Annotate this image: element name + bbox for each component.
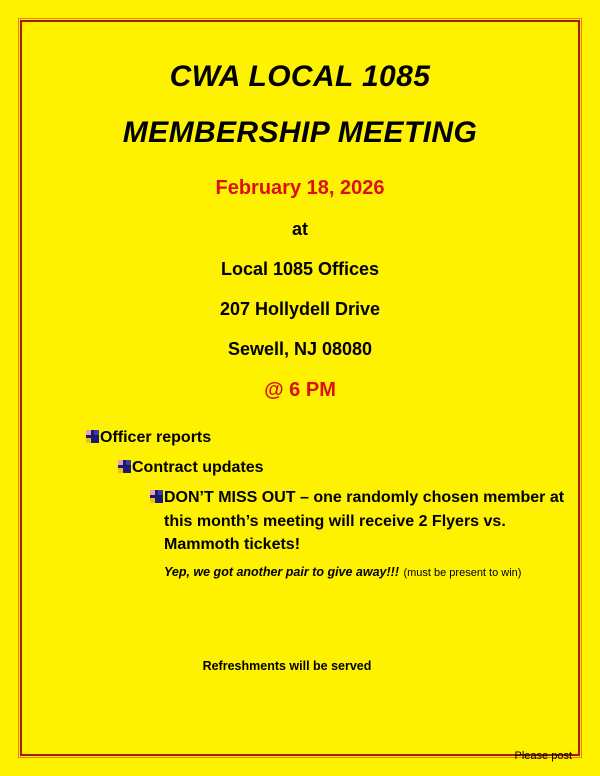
venue-street: 207 Hollydell Drive: [219, 299, 381, 319]
list-item-label: DON’T MISS OUT – one randomly chosen member at this month’s meeting will receive 2 Flyers vs. Mammoth tickets!: [164, 489, 565, 553]
giveaway-note-paren: (must be present to win): [403, 566, 522, 579]
pinwheel-bullet-icon: [86, 430, 99, 443]
flyer-content: [24, 24, 576, 752]
list-item: [24, 426, 576, 449]
venue-name: Local 1085 Offices: [220, 259, 380, 279]
agenda-list: [24, 426, 576, 581]
giveaway-note-strong: Yep, we got another pair to give away!!!: [164, 564, 399, 579]
page-title-line-2: MEMBERSHIP MEETING: [122, 116, 478, 149]
page-title-line-1: CWA LOCAL 1085: [169, 60, 431, 93]
list-item: [24, 486, 576, 556]
heading-block: [24, 24, 576, 400]
list-item-label: Contract updates: [132, 459, 264, 477]
venue-city-state-zip: Sewell, NJ 08080: [227, 339, 373, 359]
giveaway-note: [24, 563, 576, 581]
please-post-note: Please post: [514, 750, 572, 762]
meeting-date: February 18, 2026: [215, 177, 385, 199]
pinwheel-bullet-icon: [118, 460, 131, 473]
list-item-label: Officer reports: [100, 429, 212, 446]
pinwheel-bullet-icon: [150, 490, 163, 503]
refreshments-note: Refreshments will be served: [202, 658, 372, 673]
list-item: [24, 456, 576, 479]
meeting-time: @ 6 PM: [264, 379, 336, 401]
at-label: at: [291, 219, 308, 239]
